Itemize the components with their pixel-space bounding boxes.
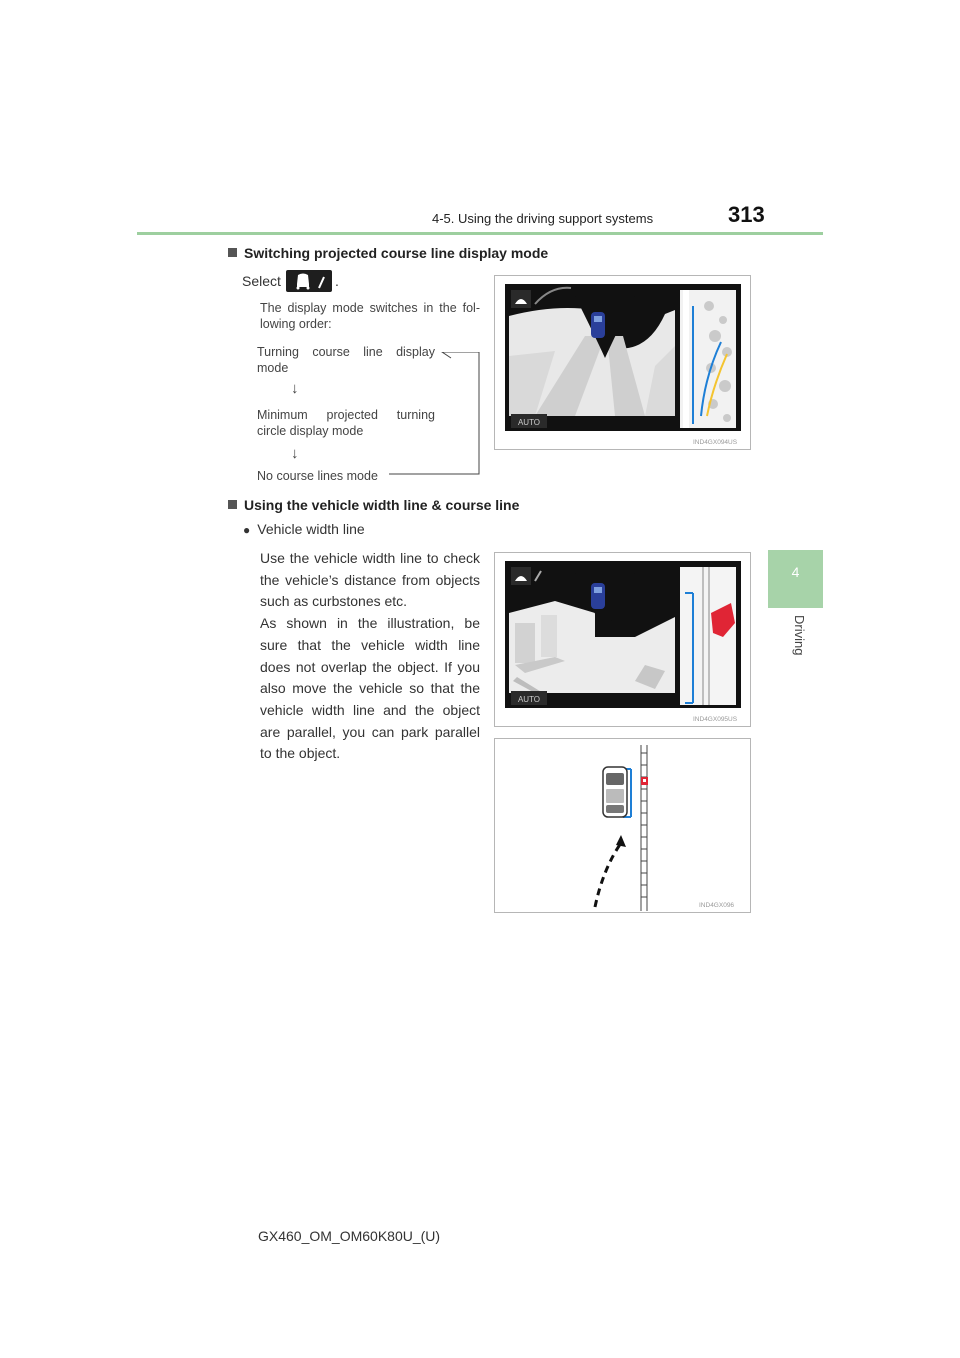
section-heading-course-line-mode: Switching projected course line display mode — [228, 245, 548, 261]
figure-code: IND4GX094US — [693, 439, 738, 446]
select-period: . — [335, 273, 339, 289]
select-text: Select — [242, 273, 281, 289]
page-number: 313 — [728, 202, 765, 227]
figure-camera-display-course-line — [494, 275, 751, 450]
paragraph-1: Use the vehicle width line to check the vehicle’s distance from objects such as curbstones etc. — [260, 550, 480, 610]
mode-minimum-line-2: circle display mode — [257, 424, 364, 438]
footer-document-code: GX460_OM_OM60K80U_(U) — [258, 1228, 441, 1244]
mode-turning-line-2: mode — [257, 361, 289, 375]
arrow-down-icon: ↓ — [291, 445, 299, 462]
width-line-paragraphs — [260, 548, 480, 765]
header-rule — [137, 232, 823, 235]
figure-parking-diagram — [494, 738, 751, 913]
bullet-vehicle-width-line: ● Vehicle width line — [243, 521, 365, 537]
figure-code: IND4GX095US — [693, 716, 738, 723]
mode-turning-line-1: Turning course line display — [257, 345, 435, 359]
square-bullet-icon — [228, 248, 237, 257]
auto-label: AUTO — [517, 695, 541, 704]
figure-camera-display-width-line — [494, 552, 751, 727]
mode-no-lines: No course lines mode — [257, 469, 378, 483]
intro-line-1: The display mode switches in the fol- — [260, 301, 480, 315]
arrow-down-icon: ↓ — [291, 380, 299, 397]
header-title: 4-5. Using the driving support systems — [432, 211, 654, 226]
figure-code: IND4GX096 — [699, 902, 735, 909]
paragraph-2: As shown in the illustration, be sure that the vehicle width line does not overlap the object. If you also move the vehicle so that the vehicle width line and the object are parallel, you can park parallel to the object. — [260, 615, 480, 762]
mode-minimum-line-1: Minimum projected turning — [257, 408, 435, 422]
round-bullet-icon: ● — [243, 523, 251, 537]
chapter-number: 4 — [791, 564, 800, 580]
intro-line-2: lowing order: — [260, 317, 332, 331]
auto-label: AUTO — [517, 418, 541, 427]
cycle-return-line — [389, 352, 481, 476]
square-bullet-icon — [228, 500, 237, 509]
chapter-label: Driving — [792, 615, 807, 656]
course-line-mode-button-icon — [286, 270, 332, 292]
section-heading-width-line: Using the vehicle width line & course line — [228, 497, 519, 513]
